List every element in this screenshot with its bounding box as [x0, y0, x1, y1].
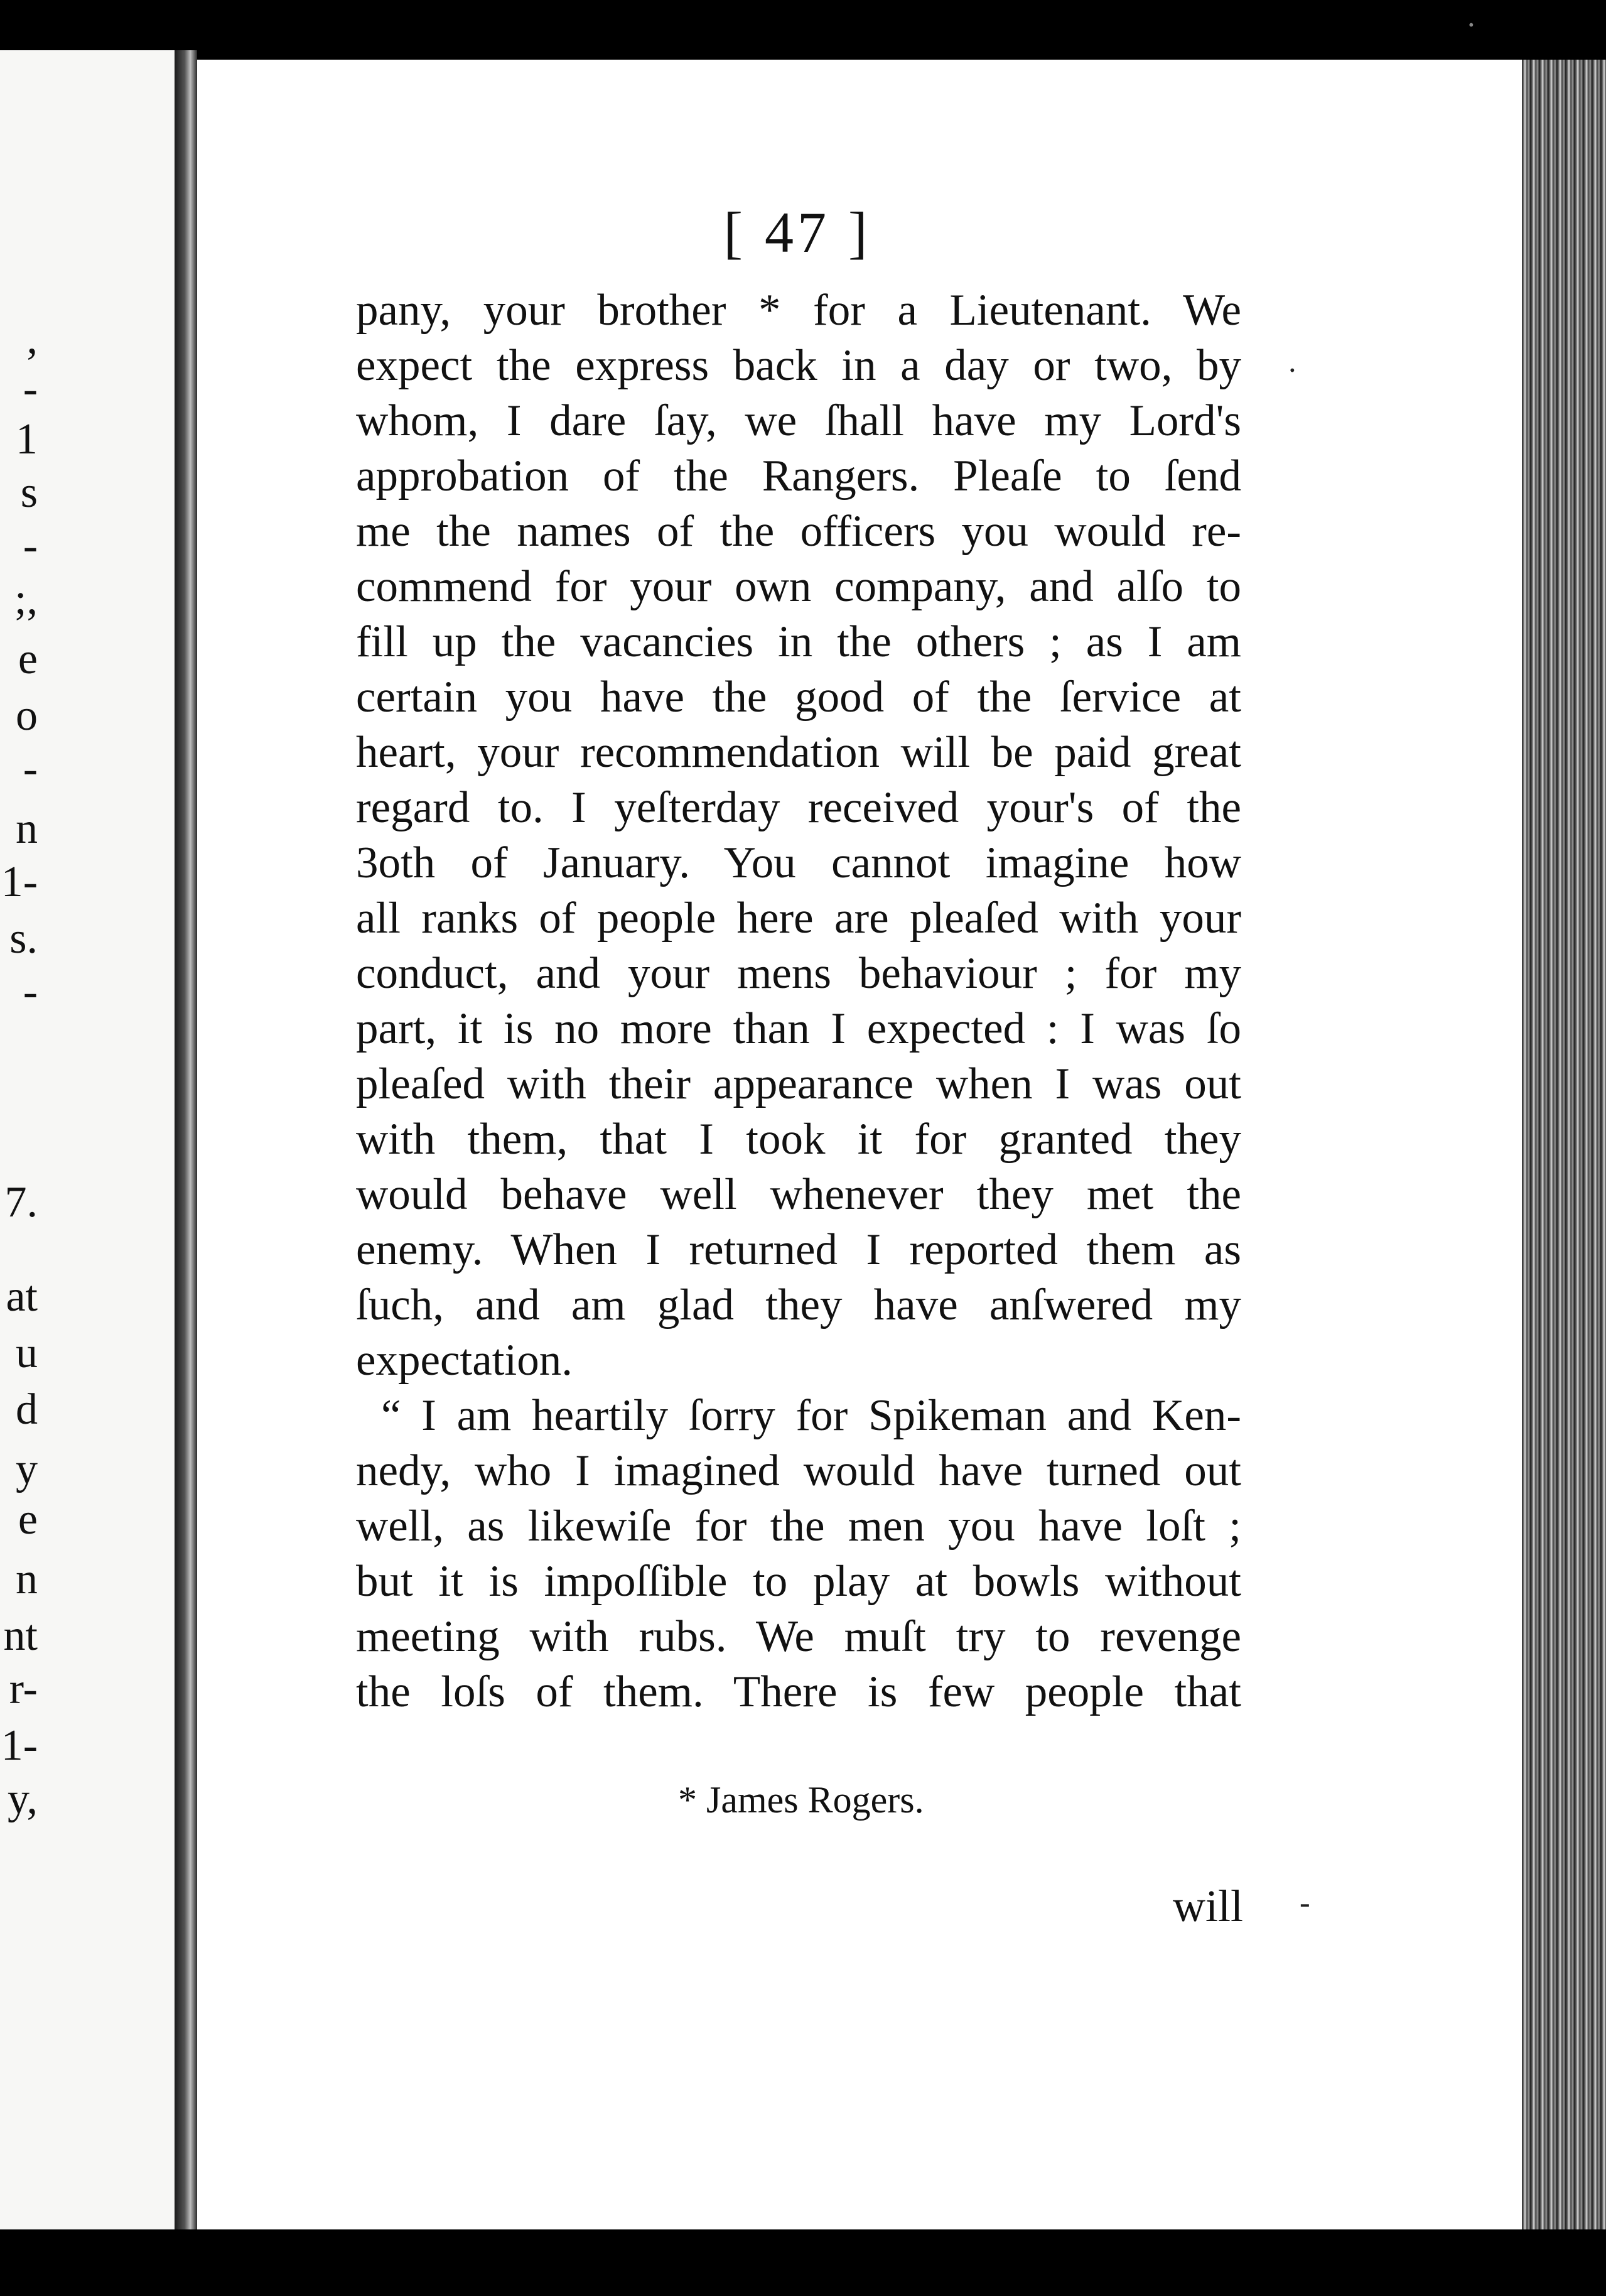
- text-line: whom, I dare ſay, we ſhall have my Lord's: [356, 396, 1241, 445]
- text-line: but it is impoſſible to play at bowls without: [356, 1557, 1241, 1606]
- text-line: approbation of the Rangers. Pleaſe to ſend: [356, 452, 1241, 501]
- text-line: the loſs of them. There is few people that: [356, 1667, 1241, 1716]
- left-fragment: r-: [9, 1665, 38, 1713]
- left-fragment: 1-: [1, 858, 38, 906]
- left-fragment: n: [16, 804, 38, 853]
- left-fragment: e: [18, 635, 38, 683]
- left-fragment: o: [16, 691, 38, 740]
- text-line: would behave well whenever they met the: [356, 1170, 1241, 1219]
- scan-bottom-border: [0, 2229, 1606, 2296]
- left-fragment: ;,: [14, 575, 38, 624]
- left-fragment: e: [18, 1495, 38, 1544]
- left-fragment: at: [6, 1272, 38, 1321]
- text-line: pleaſed with their appearance when I was out: [356, 1059, 1241, 1108]
- text-line: all ranks of people here are pleaſed with your: [356, 894, 1241, 943]
- text-line: expect the express back in a day or two, by: [356, 341, 1241, 390]
- text-line: certain you have the good of the ſervice at: [356, 673, 1241, 722]
- text-line: with them, that I took it for granted they: [356, 1115, 1241, 1164]
- text-line: “ I am heartily ſorry for Spikeman and Ken-: [381, 1391, 1241, 1440]
- book-gutter: [175, 50, 197, 2286]
- left-fragment: 7.: [4, 1178, 38, 1227]
- text-line: part, it is no more than I expected : I was ſo: [356, 1004, 1241, 1053]
- text-line: commend for your own company, and alſo to: [356, 562, 1241, 611]
- text-line: meeting with rubs. We muſt try to revenge: [356, 1612, 1241, 1661]
- page-number-heading: [ 47 ]: [723, 200, 871, 264]
- left-fragment: s: [20, 468, 38, 517]
- left-fragment: -: [23, 365, 38, 413]
- left-fragment: -: [23, 968, 38, 1016]
- text-line: fill up the vacancies in the others ; as I am: [356, 617, 1241, 666]
- left-fragment: -: [23, 745, 38, 793]
- page-body-text: [356, 283, 1241, 1719]
- text-line: conduct, and your mens behaviour ; for my: [356, 949, 1241, 998]
- footnote: * James Rogers.: [678, 1779, 924, 1821]
- text-line: me the names of the officers you would re-: [356, 507, 1241, 556]
- left-fragment: y,: [8, 1775, 38, 1823]
- scan-speck: -: [1300, 1885, 1310, 1920]
- left-fragment: -: [23, 522, 38, 570]
- text-line: 3oth of January. You cannot imagine how: [356, 838, 1241, 887]
- scan-speck: ·: [1466, 7, 1477, 42]
- text-line: regard to. I yeſterday received your's of the: [356, 783, 1241, 832]
- left-fragment: 1-: [1, 1721, 38, 1770]
- text-line: nedy, who I imagined would have turned out: [356, 1446, 1241, 1495]
- catchword: will: [1172, 1881, 1243, 1931]
- left-fragment: ,: [26, 315, 38, 363]
- left-fragment: s.: [9, 914, 38, 963]
- left-fragment: nt: [3, 1611, 38, 1660]
- scan-speck: ·: [1287, 352, 1298, 387]
- text-line: pany, your brother * for a Lieutenant. We: [356, 286, 1241, 335]
- left-fragment: u: [16, 1329, 38, 1377]
- text-line: ſuch, and am glad they have anſwered my: [356, 1281, 1241, 1329]
- left-fragment: n: [16, 1555, 38, 1603]
- left-fragment: 1: [16, 415, 38, 463]
- text-line: well, as likewiſe for the men you have loſt ;: [356, 1502, 1241, 1551]
- page-fore-edge: [1522, 60, 1606, 2229]
- text-line: heart, your recommendation will be paid great: [356, 728, 1241, 777]
- text-line: enemy. When I returned I reported them as: [356, 1225, 1241, 1274]
- text-line: expectation.: [356, 1336, 573, 1385]
- left-fragment: y: [16, 1445, 38, 1493]
- left-fragment: d: [16, 1385, 38, 1434]
